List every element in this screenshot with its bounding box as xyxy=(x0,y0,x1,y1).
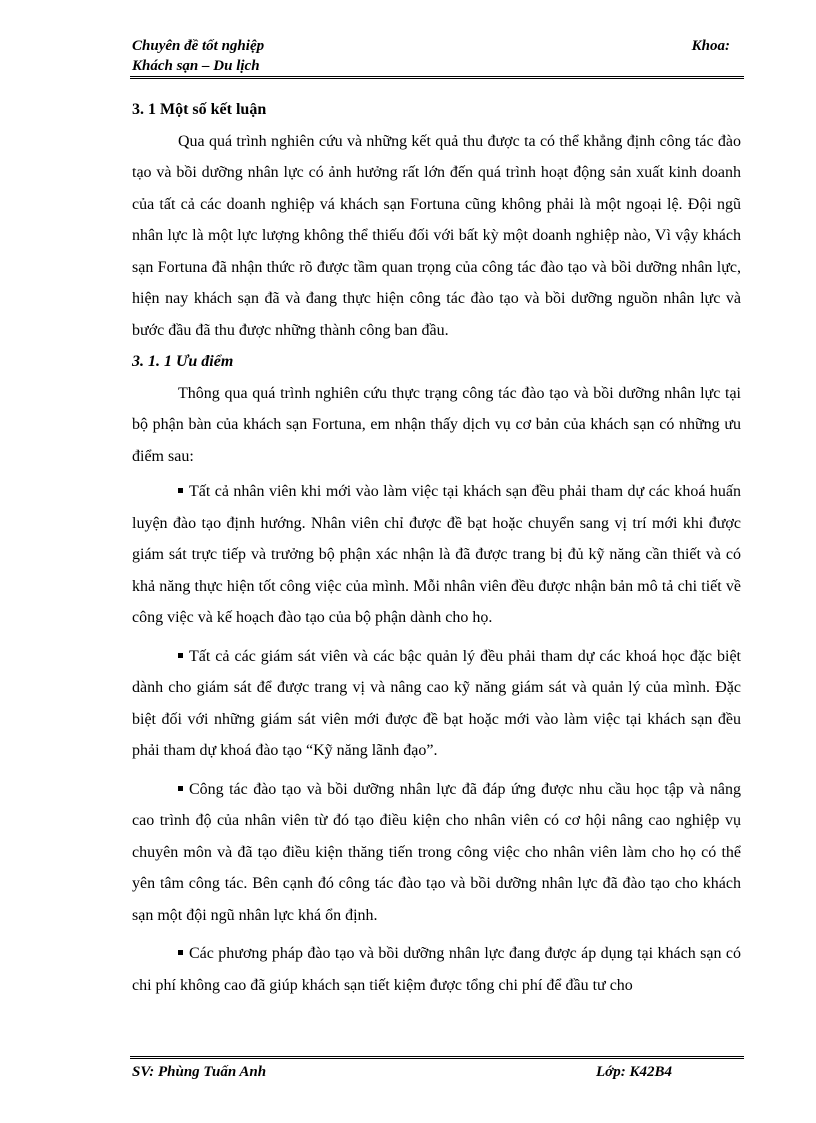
footer-student: SV: Phùng Tuấn Anh xyxy=(132,1064,267,1080)
section-heading: 3. 1 Một số kết luận xyxy=(132,101,267,118)
bullet-item xyxy=(132,476,741,634)
page-body xyxy=(132,94,741,1001)
page-footer xyxy=(132,1062,744,1086)
bullet-text: Tất cả nhân viên khi mới vào làm việc tại khách sạn đều phải tham dự các khoá huấn luyện đào tạo định hướng. Nhân viên chỉ được đề bạt hoặc chuyển sang vị trí mới khi được giám sát trực tiếp và trưởng bộ phận xác nhận là đã được trang bị đủ kỹ năng cần thiết và có khả năng thực hiện tốt công việc của mình. Mỗi nhân viên đều được nhận bản mô tả chi tiết về công việc và kế hoạch đào tạo của bộ phận dành cho họ. xyxy=(132,483,741,626)
bullet-text: Tất cả các giám sát viên và các bậc quản lý đều phải tham dự các khoá học đặc biệt dành cho giám sát để được trang vị và nâng cao kỹ năng giám sát và quản lý của mình. Đặc biệt đối với những giám sát viên mới được đề bạt hoặc mới vào làm việc tại khách sạn đều phải tham dự khoá đào tạo “Kỹ năng lãnh đạo”. xyxy=(132,647,741,759)
header-rule xyxy=(130,76,744,79)
bullet-text: Các phương pháp đào tạo và bồi dưỡng nhân lực đang được áp dụng tại khách sạn có chi phí không cao đã giúp khách sạn tiết kiệm được tổng chi phí để đầu tư cho xyxy=(132,945,741,994)
bullet-item xyxy=(132,938,741,1001)
bullet-marker xyxy=(178,488,183,493)
footer-rule xyxy=(130,1056,744,1059)
bullet-marker xyxy=(178,950,183,955)
header-title-line1: Chuyên đề tốt nghiệp xyxy=(132,38,265,54)
subsection-heading: 3. 1. 1 Ưu điểm xyxy=(132,353,234,370)
page-header xyxy=(132,36,744,78)
header-faculty: Khoa: xyxy=(691,38,730,54)
header-title-line2: Khách sạn – Du lịch xyxy=(132,58,260,74)
footer-class: Lớp: K42B4 xyxy=(596,1064,672,1080)
bullet-text: Công tác đào tạo và bồi dưỡng nhân lực đã đáp ứng được nhu cầu học tập và nâng cao trình độ của nhân viên từ đó tạo điều kiện cho nhân viên có cơ hội nâng cao nghiệp vụ chuyên môn và đã tạo điều kiện thăng tiến trong công việc cho nhân viên làm cho họ có thể yên tâm công tác. Bên cạnh đó công tác đào tạo và bồi dưỡng nhân lực đã đào tạo cho khách sạn một đội ngũ nhân lực khá ổn định. xyxy=(132,780,741,924)
subsection-intro: Thông qua quá trình nghiên cứu thực trạng công tác đào tạo và bồi dưỡng nhân lực tại bộ phận bàn của khách sạn Fortuna, em nhận thấy dịch vụ cơ bản của khách sạn có những ưu điểm sau: xyxy=(132,384,741,465)
bullet-marker xyxy=(178,786,183,791)
intro-paragraph: Qua quá trình nghiên cứu và những kết quả thu được ta có thể khẳng định công tác đào tạo và bồi dưỡng nhân lực có ảnh hưởng rất lớn đến quá trình hoạt động sản xuất kinh doanh của tất cả các doanh nghiệp vá khách sạn Fortuna cũng không phải là một ngoại lệ. Đội ngũ nhân lực là một lực lượng không thể thiếu đối với bất kỳ một doanh nghiệp nào, Vì vậy khách sạn Fortuna đã nhận thức rõ được tầm quan trọng của công tác đào tạo và bồi dưỡng nhân lực, hiện nay khách sạn đã và đang thực hiện công tác đào tạo và bồi dưỡng nguồn nhân lực và bước đầu đã thu được những thành công ban đầu. xyxy=(132,132,741,339)
bullet-marker xyxy=(178,653,183,658)
bullet-item xyxy=(132,774,741,932)
bullet-item xyxy=(132,641,741,767)
